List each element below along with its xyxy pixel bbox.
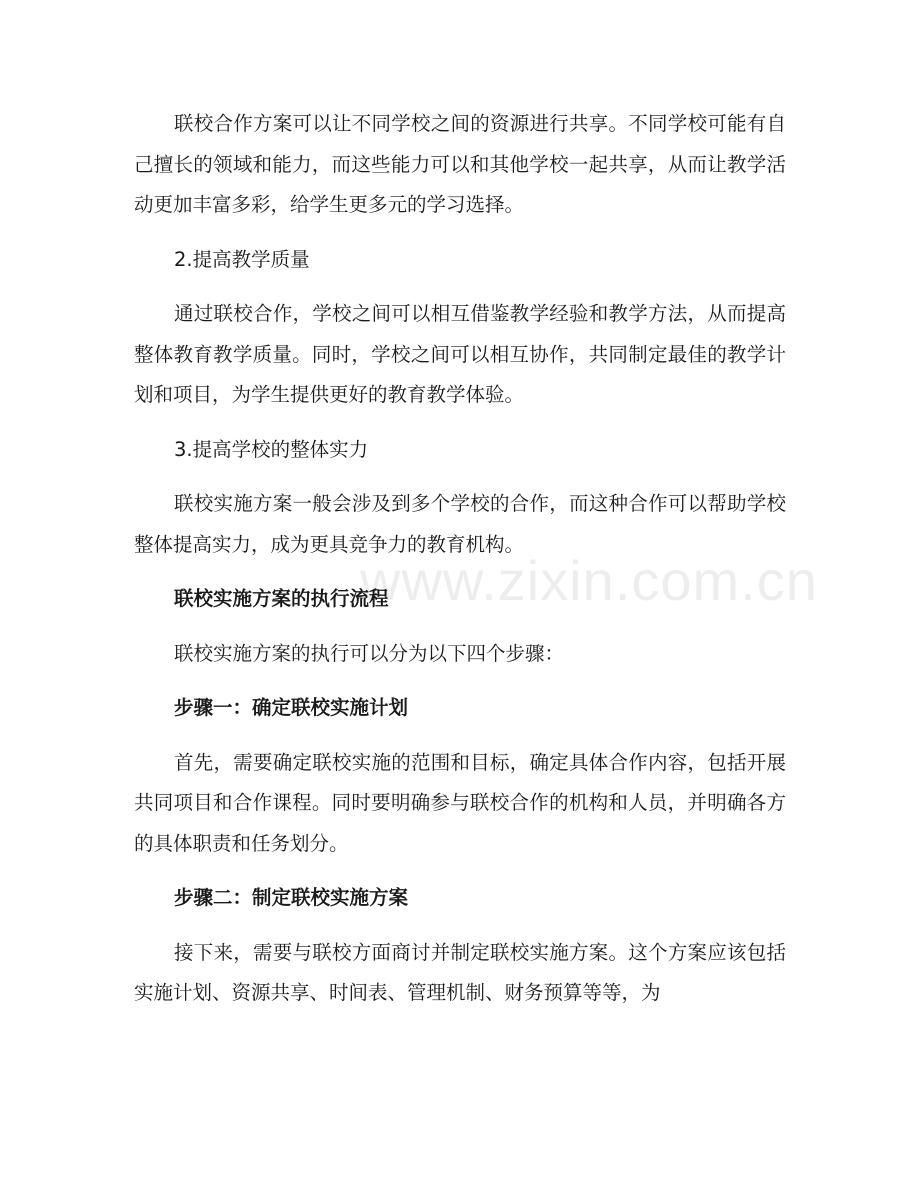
watermark-text: www.zixin.com.cn	[360, 549, 818, 612]
paragraph-resource-sharing: 联校合作方案可以让不同学校之间的资源进行共享。不同学校可能有自己擅长的领域和能力，而这些能力可以和其他学校一起共享，从而让教学活动更加丰富多彩，给学生更多元的学习选择。	[134, 112, 786, 216]
heading-improve-teaching-quality: 2.提高教学质量	[174, 247, 310, 271]
paragraph-four-steps: 联校实施方案的执行可以分为以下四个步骤：	[174, 641, 565, 665]
heading-execution-process: 联校实施方案的执行流程	[174, 587, 389, 610]
paragraph-step-two: 接下来，需要与联校方面商讨并制定联校实施方案。这个方案应该包括实施计划、资源共享、时间表、管理机制、财务预算等等，为	[134, 940, 786, 1004]
paragraph-step-one: 首先，需要确定联校实施的范围和目标，确定具体合作内容，包括开展共同项目和合作课程。同时要明确参与联校合作的机构和人员，并明确各方的具体职责和任务划分。	[134, 750, 786, 855]
paragraph-school-strength: 联校实施方案一般会涉及到多个学校的合作，而这种合作可以帮助学校整体提高实力，成为更具竞争力的教育机构。	[134, 492, 786, 556]
heading-improve-school-strength: 3.提高学校的整体实力	[174, 437, 369, 461]
heading-step-one: 步骤一：确定联校实施计划	[174, 696, 409, 719]
heading-step-two: 步骤二：制定联校实施方案	[174, 886, 409, 909]
paragraph-teaching-quality: 通过联校合作，学校之间可以相互借鉴教学经验和教学方法，从而提高整体教育教学质量。同时，学校之间可以相互协作，共同制定最佳的教学计划和项目，为学生提供更好的教育教学体验。	[134, 302, 786, 406]
